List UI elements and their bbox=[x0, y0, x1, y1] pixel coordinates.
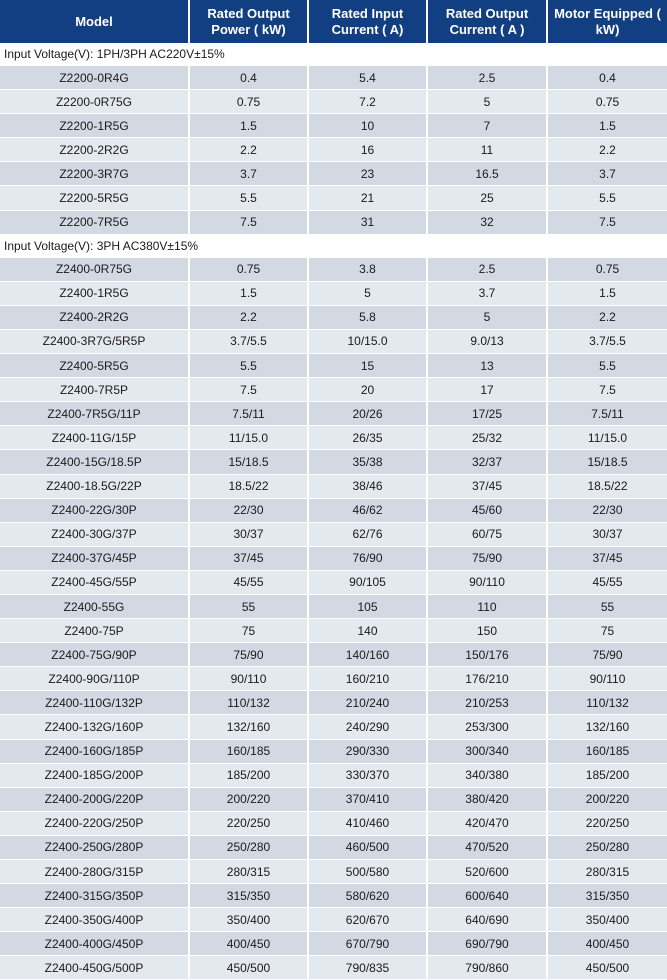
table-row bbox=[0, 186, 667, 210]
cell-power: 200/220 bbox=[189, 787, 308, 811]
header-rated-output-power: Rated Output Power ( kW) bbox=[189, 0, 308, 43]
cell-output-current: 600/640 bbox=[427, 884, 547, 908]
cell-power: 280/315 bbox=[189, 860, 308, 884]
cell-output-current: 16.5 bbox=[427, 162, 547, 186]
cell-motor: 18.5/22 bbox=[547, 474, 667, 498]
cell-model: Z2400-450G/500P bbox=[0, 956, 189, 980]
cell-power: 250/280 bbox=[189, 835, 308, 859]
section-heading-row bbox=[0, 234, 667, 257]
cell-model: Z2400-18.5G/22P bbox=[0, 474, 189, 498]
cell-model: Z2400-2R2G bbox=[0, 305, 189, 329]
cell-input-current: 460/500 bbox=[308, 835, 427, 859]
cell-model: Z2200-2R2G bbox=[0, 138, 189, 162]
cell-output-current: 9.0/13 bbox=[427, 329, 547, 353]
cell-motor: 2.2 bbox=[547, 305, 667, 329]
header-model: Model bbox=[0, 0, 189, 43]
cell-motor: 37/45 bbox=[547, 546, 667, 570]
cell-model: Z2400-5R5G bbox=[0, 354, 189, 378]
cell-motor: 110/132 bbox=[547, 691, 667, 715]
cell-output-current: 3.7 bbox=[427, 281, 547, 305]
table-row bbox=[0, 691, 667, 715]
header-motor-equipped: Motor Equipped ( kW) bbox=[547, 0, 667, 43]
table-row bbox=[0, 378, 667, 402]
table-row bbox=[0, 329, 667, 353]
cell-motor: 55 bbox=[547, 594, 667, 618]
cell-model: Z2400-22G/30P bbox=[0, 498, 189, 522]
table-row bbox=[0, 715, 667, 739]
cell-output-current: 75/90 bbox=[427, 546, 547, 570]
table-row bbox=[0, 450, 667, 474]
cell-input-current: 5.8 bbox=[308, 305, 427, 329]
cell-output-current: 2.5 bbox=[427, 257, 547, 281]
table-row bbox=[0, 257, 667, 281]
cell-output-current: 37/45 bbox=[427, 474, 547, 498]
cell-motor: 30/37 bbox=[547, 522, 667, 546]
cell-power: 55 bbox=[189, 594, 308, 618]
table-row bbox=[0, 787, 667, 811]
cell-input-current: 76/90 bbox=[308, 546, 427, 570]
cell-output-current: 690/790 bbox=[427, 932, 547, 956]
table-row bbox=[0, 402, 667, 426]
cell-model: Z2400-55G bbox=[0, 594, 189, 618]
cell-motor: 1.5 bbox=[547, 114, 667, 138]
cell-model: Z2400-11G/15P bbox=[0, 426, 189, 450]
cell-power: 7.5/11 bbox=[189, 402, 308, 426]
cell-input-current: 20/26 bbox=[308, 402, 427, 426]
table-body bbox=[0, 43, 667, 980]
cell-power: 22/30 bbox=[189, 498, 308, 522]
cell-motor: 22/30 bbox=[547, 498, 667, 522]
cell-output-current: 176/210 bbox=[427, 667, 547, 691]
cell-input-current: 10/15.0 bbox=[308, 329, 427, 353]
cell-power: 160/185 bbox=[189, 739, 308, 763]
cell-model: Z2400-160G/185P bbox=[0, 739, 189, 763]
cell-input-current: 105 bbox=[308, 594, 427, 618]
cell-motor: 75/90 bbox=[547, 643, 667, 667]
cell-model: Z2400-350G/400P bbox=[0, 908, 189, 932]
cell-output-current: 25 bbox=[427, 186, 547, 210]
cell-power: 15/18.5 bbox=[189, 450, 308, 474]
cell-output-current: 90/110 bbox=[427, 570, 547, 594]
cell-output-current: 380/420 bbox=[427, 787, 547, 811]
cell-power: 0.4 bbox=[189, 66, 308, 90]
cell-model: Z2400-30G/37P bbox=[0, 522, 189, 546]
cell-power: 1.5 bbox=[189, 281, 308, 305]
cell-motor: 200/220 bbox=[547, 787, 667, 811]
cell-input-current: 21 bbox=[308, 186, 427, 210]
cell-power: 3.7/5.5 bbox=[189, 329, 308, 353]
cell-input-current: 140/160 bbox=[308, 643, 427, 667]
table-row bbox=[0, 667, 667, 691]
section-heading-row bbox=[0, 43, 667, 66]
cell-power: 5.5 bbox=[189, 186, 308, 210]
cell-input-current: 210/240 bbox=[308, 691, 427, 715]
cell-power: 75/90 bbox=[189, 643, 308, 667]
cell-model: Z2400-7R5G/11P bbox=[0, 402, 189, 426]
cell-power: 2.2 bbox=[189, 305, 308, 329]
cell-input-current: 62/76 bbox=[308, 522, 427, 546]
cell-input-current: 10 bbox=[308, 114, 427, 138]
table-row bbox=[0, 522, 667, 546]
cell-power: 30/37 bbox=[189, 522, 308, 546]
cell-input-current: 790/835 bbox=[308, 956, 427, 980]
table-row bbox=[0, 643, 667, 667]
cell-power: 90/110 bbox=[189, 667, 308, 691]
cell-power: 0.75 bbox=[189, 90, 308, 114]
cell-motor: 3.7 bbox=[547, 162, 667, 186]
cell-motor: 7.5 bbox=[547, 378, 667, 402]
cell-motor: 350/400 bbox=[547, 908, 667, 932]
cell-motor: 0.4 bbox=[547, 66, 667, 90]
cell-output-current: 45/60 bbox=[427, 498, 547, 522]
cell-power: 185/200 bbox=[189, 763, 308, 787]
cell-motor: 400/450 bbox=[547, 932, 667, 956]
cell-motor: 5.5 bbox=[547, 186, 667, 210]
cell-motor: 0.75 bbox=[547, 257, 667, 281]
cell-motor: 7.5 bbox=[547, 210, 667, 234]
cell-power: 45/55 bbox=[189, 570, 308, 594]
cell-model: Z2400-400G/450P bbox=[0, 932, 189, 956]
cell-model: Z2400-132G/160P bbox=[0, 715, 189, 739]
cell-output-current: 25/32 bbox=[427, 426, 547, 450]
cell-model: Z2200-1R5G bbox=[0, 114, 189, 138]
cell-power: 1.5 bbox=[189, 114, 308, 138]
cell-input-current: 5 bbox=[308, 281, 427, 305]
cell-input-current: 580/620 bbox=[308, 884, 427, 908]
cell-output-current: 210/253 bbox=[427, 691, 547, 715]
table-row bbox=[0, 594, 667, 618]
cell-model: Z2400-220G/250P bbox=[0, 811, 189, 835]
table-row bbox=[0, 860, 667, 884]
header-row bbox=[0, 0, 667, 43]
cell-model: Z2400-45G/55P bbox=[0, 570, 189, 594]
cell-power: 0.75 bbox=[189, 257, 308, 281]
cell-output-current: 7 bbox=[427, 114, 547, 138]
cell-power: 132/160 bbox=[189, 715, 308, 739]
table-header bbox=[0, 0, 667, 43]
cell-model: Z2400-280G/315P bbox=[0, 860, 189, 884]
cell-model: Z2400-7R5P bbox=[0, 378, 189, 402]
table-row bbox=[0, 739, 667, 763]
cell-input-current: 15 bbox=[308, 354, 427, 378]
cell-motor: 280/315 bbox=[547, 860, 667, 884]
table-row bbox=[0, 426, 667, 450]
cell-motor: 90/110 bbox=[547, 667, 667, 691]
cell-input-current: 140 bbox=[308, 619, 427, 643]
cell-input-current: 16 bbox=[308, 138, 427, 162]
cell-output-current: 520/600 bbox=[427, 860, 547, 884]
table-row bbox=[0, 884, 667, 908]
cell-model: Z2400-37G/45P bbox=[0, 546, 189, 570]
cell-power: 37/45 bbox=[189, 546, 308, 570]
cell-output-current: 2.5 bbox=[427, 66, 547, 90]
cell-output-current: 17 bbox=[427, 378, 547, 402]
cell-power: 7.5 bbox=[189, 378, 308, 402]
table-row bbox=[0, 908, 667, 932]
cell-input-current: 410/460 bbox=[308, 811, 427, 835]
cell-motor: 250/280 bbox=[547, 835, 667, 859]
cell-power: 220/250 bbox=[189, 811, 308, 835]
cell-model: Z2400-1R5G bbox=[0, 281, 189, 305]
cell-output-current: 470/520 bbox=[427, 835, 547, 859]
header-rated-output-current: Rated Output Current ( A ) bbox=[427, 0, 547, 43]
table-row bbox=[0, 354, 667, 378]
cell-motor: 75 bbox=[547, 619, 667, 643]
cell-power: 75 bbox=[189, 619, 308, 643]
cell-output-current: 300/340 bbox=[427, 739, 547, 763]
cell-power: 315/350 bbox=[189, 884, 308, 908]
cell-motor: 11/15.0 bbox=[547, 426, 667, 450]
cell-motor: 5.5 bbox=[547, 354, 667, 378]
cell-input-current: 240/290 bbox=[308, 715, 427, 739]
cell-motor: 315/350 bbox=[547, 884, 667, 908]
cell-power: 400/450 bbox=[189, 932, 308, 956]
cell-input-current: 500/580 bbox=[308, 860, 427, 884]
cell-motor: 1.5 bbox=[547, 281, 667, 305]
cell-model: Z2200-0R75G bbox=[0, 90, 189, 114]
cell-output-current: 340/380 bbox=[427, 763, 547, 787]
table-row bbox=[0, 281, 667, 305]
table-row bbox=[0, 811, 667, 835]
cell-power: 2.2 bbox=[189, 138, 308, 162]
table-row bbox=[0, 90, 667, 114]
cell-model: Z2400-15G/18.5P bbox=[0, 450, 189, 474]
cell-model: Z2400-75G/90P bbox=[0, 643, 189, 667]
cell-output-current: 420/470 bbox=[427, 811, 547, 835]
cell-input-current: 290/330 bbox=[308, 739, 427, 763]
cell-motor: 0.75 bbox=[547, 90, 667, 114]
cell-output-current: 32 bbox=[427, 210, 547, 234]
section-title: Input Voltage(V): 3PH AC380V±15% bbox=[0, 234, 667, 257]
cell-output-current: 5 bbox=[427, 90, 547, 114]
cell-output-current: 790/860 bbox=[427, 956, 547, 980]
cell-model: Z2400-315G/350P bbox=[0, 884, 189, 908]
section-title: Input Voltage(V): 1PH/3PH AC220V±15% bbox=[0, 43, 667, 66]
cell-input-current: 90/105 bbox=[308, 570, 427, 594]
table-row bbox=[0, 546, 667, 570]
cell-output-current: 253/300 bbox=[427, 715, 547, 739]
table-row bbox=[0, 763, 667, 787]
cell-output-current: 11 bbox=[427, 138, 547, 162]
cell-input-current: 20 bbox=[308, 378, 427, 402]
cell-model: Z2400-75P bbox=[0, 619, 189, 643]
cell-input-current: 160/210 bbox=[308, 667, 427, 691]
cell-input-current: 370/410 bbox=[308, 787, 427, 811]
table-row bbox=[0, 619, 667, 643]
table-row bbox=[0, 162, 667, 186]
table-row bbox=[0, 498, 667, 522]
cell-motor: 3.7/5.5 bbox=[547, 329, 667, 353]
cell-input-current: 23 bbox=[308, 162, 427, 186]
cell-motor: 185/200 bbox=[547, 763, 667, 787]
cell-power: 18.5/22 bbox=[189, 474, 308, 498]
cell-model: Z2200-5R5G bbox=[0, 186, 189, 210]
cell-model: Z2200-0R4G bbox=[0, 66, 189, 90]
cell-output-current: 150 bbox=[427, 619, 547, 643]
table-row bbox=[0, 570, 667, 594]
cell-motor: 450/500 bbox=[547, 956, 667, 980]
cell-output-current: 5 bbox=[427, 305, 547, 329]
cell-input-current: 330/370 bbox=[308, 763, 427, 787]
cell-output-current: 60/75 bbox=[427, 522, 547, 546]
table-row bbox=[0, 66, 667, 90]
cell-output-current: 640/690 bbox=[427, 908, 547, 932]
cell-output-current: 150/176 bbox=[427, 643, 547, 667]
cell-input-current: 35/38 bbox=[308, 450, 427, 474]
cell-power: 450/500 bbox=[189, 956, 308, 980]
cell-input-current: 46/62 bbox=[308, 498, 427, 522]
cell-model: Z2400-185G/200P bbox=[0, 763, 189, 787]
table-row bbox=[0, 956, 667, 980]
cell-motor: 2.2 bbox=[547, 138, 667, 162]
cell-model: Z2400-110G/132P bbox=[0, 691, 189, 715]
cell-input-current: 38/46 bbox=[308, 474, 427, 498]
table-row bbox=[0, 835, 667, 859]
cell-model: Z2400-3R7G/5R5P bbox=[0, 329, 189, 353]
cell-motor: 160/185 bbox=[547, 739, 667, 763]
cell-input-current: 620/670 bbox=[308, 908, 427, 932]
cell-power: 110/132 bbox=[189, 691, 308, 715]
cell-model: Z2400-90G/110P bbox=[0, 667, 189, 691]
cell-output-current: 32/37 bbox=[427, 450, 547, 474]
cell-motor: 132/160 bbox=[547, 715, 667, 739]
table-row bbox=[0, 138, 667, 162]
cell-power: 5.5 bbox=[189, 354, 308, 378]
cell-model: Z2400-0R75G bbox=[0, 257, 189, 281]
table-row bbox=[0, 210, 667, 234]
table-row bbox=[0, 932, 667, 956]
header-rated-input-current: Rated Input Current ( A) bbox=[308, 0, 427, 43]
cell-output-current: 13 bbox=[427, 354, 547, 378]
cell-model: Z2400-250G/280P bbox=[0, 835, 189, 859]
cell-motor: 15/18.5 bbox=[547, 450, 667, 474]
cell-model: Z2400-200G/220P bbox=[0, 787, 189, 811]
cell-input-current: 670/790 bbox=[308, 932, 427, 956]
cell-model: Z2200-3R7G bbox=[0, 162, 189, 186]
table-row bbox=[0, 474, 667, 498]
cell-input-current: 5.4 bbox=[308, 66, 427, 90]
table-row bbox=[0, 114, 667, 138]
cell-input-current: 31 bbox=[308, 210, 427, 234]
table-row bbox=[0, 305, 667, 329]
cell-motor: 220/250 bbox=[547, 811, 667, 835]
cell-motor: 45/55 bbox=[547, 570, 667, 594]
cell-power: 3.7 bbox=[189, 162, 308, 186]
cell-input-current: 3.8 bbox=[308, 257, 427, 281]
cell-power: 7.5 bbox=[189, 210, 308, 234]
cell-input-current: 7.2 bbox=[308, 90, 427, 114]
cell-motor: 7.5/11 bbox=[547, 402, 667, 426]
cell-power: 350/400 bbox=[189, 908, 308, 932]
cell-input-current: 26/35 bbox=[308, 426, 427, 450]
cell-power: 11/15.0 bbox=[189, 426, 308, 450]
cell-model: Z2200-7R5G bbox=[0, 210, 189, 234]
cell-output-current: 17/25 bbox=[427, 402, 547, 426]
cell-output-current: 110 bbox=[427, 594, 547, 618]
